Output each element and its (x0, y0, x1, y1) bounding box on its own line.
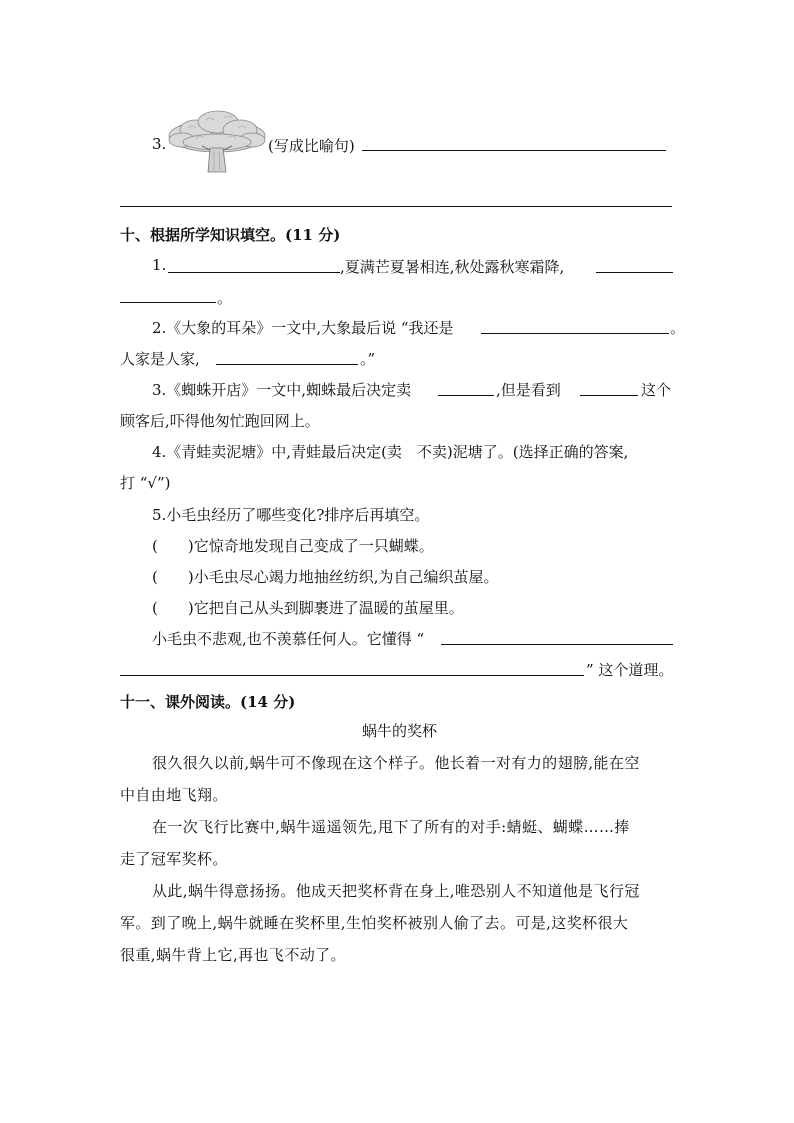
q3-number: 3. (152, 135, 167, 153)
item5-option-1[interactable]: ( )它惊奇地发现自己变成了一只蝴蝶。 (152, 537, 434, 555)
item5-prompt: 5.小毛虫经历了哪些变化?排序后再填空。 (152, 506, 430, 524)
item2-blank-2[interactable] (216, 364, 358, 365)
story-p2-line1: 在一次飞行比赛中,蜗牛遥遥领先,甩下了所有的对手:蜻蜓、蝴蝶……捧 (152, 818, 630, 836)
item2-line2-end: 。” (360, 350, 376, 368)
item3-blank-2[interactable] (580, 395, 638, 396)
item4-line2: 打 “√”) (120, 474, 171, 492)
q3-answer-line-2[interactable] (120, 206, 672, 207)
section10-heading: 十、根据所学知识填空。(11 分) (120, 226, 341, 244)
item1-blank-1[interactable] (168, 272, 340, 273)
item1-blank-2[interactable] (596, 272, 673, 273)
item5-option-3[interactable]: ( )它把自己从头到脚裹进了温暖的茧屋里。 (152, 599, 464, 617)
item4-line1: 4.《青蛙卖泥塘》中,青蛙最后决定(卖 不卖)泥塘了。(选择正确的答案, (152, 443, 629, 461)
item5-blank-2[interactable] (120, 675, 584, 676)
item5-conclusion-start: 小毛虫不悲观,也不羡慕任何人。它懂得 “ (152, 630, 425, 648)
item3-part3: 这个 (641, 381, 672, 399)
q3-answer-line-1[interactable] (362, 150, 666, 151)
item1-text: ,夏满芒夏暑相连,秋处露秋寒霜降, (340, 258, 565, 276)
story-p3-line2: 军。到了晚上,蜗牛就睡在奖杯里,生怕奖杯被别人偷了去。可是,这奖杯很大 (120, 914, 629, 932)
item3-part2: ,但是看到 (496, 381, 561, 399)
story-p2-line2: 走了冠军奖杯。 (120, 850, 228, 868)
story-p3-line3: 很重,蜗牛背上它,再也飞不动了。 (120, 946, 346, 964)
item1-number: 1. (152, 256, 167, 274)
item3-line2: 顾客后,吓得他匆忙跑回网上。 (120, 412, 320, 430)
item3-blank-1[interactable] (438, 395, 494, 396)
q3-instruction: (写成比喻句) (268, 137, 355, 155)
story-title: 蜗牛的奖杯 (362, 722, 438, 740)
story-p1-line2: 中自由地飞翔。 (120, 786, 228, 804)
item5-option-2[interactable]: ( )小毛虫尽心竭力地抽丝纺织,为自己编织茧屋。 (152, 568, 499, 586)
item1-blank-3[interactable] (120, 302, 216, 303)
item2-line1: 2.《大象的耳朵》一文中,大象最后说 “我还是 (152, 319, 454, 337)
item5-blank-1[interactable] (441, 644, 673, 645)
item1-end: 。 (217, 289, 233, 307)
story-p3-line1: 从此,蜗牛得意扬扬。他成天把奖杯背在身上,唯恐别人不知道他是飞行冠 (152, 882, 640, 900)
item2-line2-start: 人家是人家, (120, 350, 200, 368)
tree-image (166, 108, 268, 176)
item3-part1: 3.《蜘蛛开店》一文中,蜘蛛最后决定卖 (152, 381, 412, 399)
item2-blank-1[interactable] (481, 333, 669, 334)
story-p1-line1: 很久很久以前,蜗牛可不像现在这个样子。他长着一对有力的翅膀,能在空 (152, 754, 640, 772)
item2-line1-end: 。 (670, 319, 686, 337)
item5-conclusion-end: ” 这个道理。 (586, 661, 674, 679)
section11-heading: 十一、课外阅读。(14 分) (120, 693, 296, 711)
